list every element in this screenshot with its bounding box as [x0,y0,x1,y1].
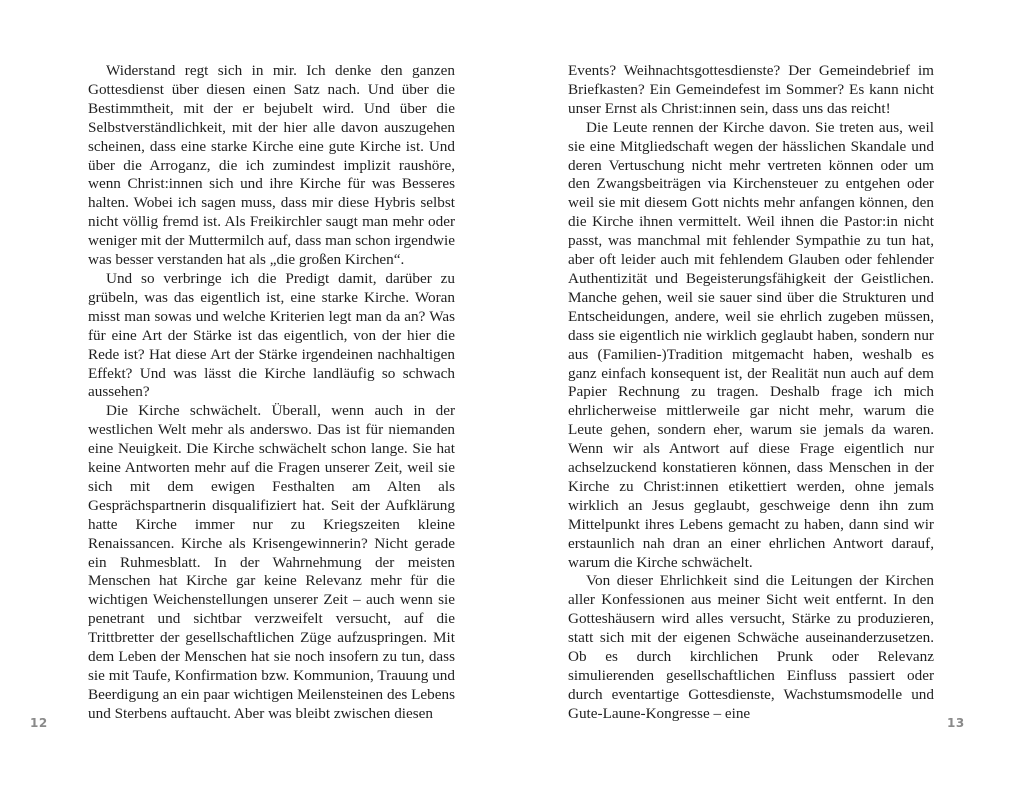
right-page-text [568,62,934,724]
paragraph: Die Kirche schwächelt. Überall, wenn auch in der westlichen Welt mehr als anderswo. Das ist für niemanden eine Neuigkeit. Die Kirche schwächelt schon lange. Sie hat keine Antworten mehr auf die Fragen unserer Zeit, weil sie sich mit dem ewigen Festhalten am Alten als Gesprächspartnerin disqualifiziert hat. Seit der Aufklärung hatte Kirche immer nur zu Kriegszeiten kleine Renaissancen. Kirche als Krisengewinnerin? Nicht gerade ein Ruhmesblatt. In der Wahrnehmung der meisten Menschen hat Kirche gar keine Relevanz mehr für die wichtigen Weichenstellungen unserer Zeit – auch wenn sie penetrant und sichtbar verzweifelt versucht, auf die Trittbretter der gesellschaftlichen Züge aufzuspringen. Mit dem Leben der Menschen hat sie noch insofern zu tun, dass sie mit Taufe, Konfirmation bzw. Kommunion, Trauung und Beerdigung an ein paar wichtigen Meilensteinen des Lebens und Sterbens auftaucht. Aber was bleibt zwischen diesen [88,402,455,722]
paragraph: Widerstand regt sich in mir. Ich denke den ganzen Gottesdienst über diesen einen Satz nach. Und über die Bestimmtheit, mit der er bejubelt wird. Und über die Selbstverständlichkeit, mit der hier alle davon auszugehen scheinen, dass eine starke Kirche eine gute Kirche ist. Und über die Arroganz, die ich zumindest implizit raushöre, wenn Christ:innen sich und ihre Kirche für was Besseres halten. Wobei ich sagen muss, dass mir diese Hybris selbst nicht völlig fremd ist. Als Freikirchler saugt man mehr oder weniger mit der Muttermilch auf, dass man schon irgendwie was besser verstanden hat als „die großen Kirchen“. [88,62,455,269]
page-number-left: 12 [30,716,48,730]
paragraph: Und so verbringe ich die Predigt damit, darüber zu grübeln, was das eigentlich ist, eine starke Kirche. Woran misst man sowas und welche Kriterien legt man da an? Was für eine Art der Stärke ist das eigentlich, von der hier die Rede ist? Hat diese Art der Stärke irgendeinen nachhaltigen Effekt? Und was lässt die Kirche landläufig so schwach aussehen? [88,269,455,401]
paragraph-continuation: Events? Weihnachtsgottesdienste? Der Gemeindebrief im Briefkasten? Ein Gemeindefest im Sommer? Es kann nicht unser Ernst als Christ:innen sein, dass uns das reicht! [568,62,934,117]
paragraph: Von dieser Ehrlichkeit sind die Leitungen der Kirchen aller Konfessionen aus meiner Sicht weit entfernt. In den Gotteshäusern wird alles versucht, Stärke zu produzieren, statt sich mit der eigenen Schwäche auseinanderzusetzen. Ob es durch kirchlichen Prunk oder Relevanz simulierenden gesellschaftlichen Einfluss passiert oder durch eventartige Gottesdienste, Wachstumsmodelle und Gute-Laune-Kongresse – eine [568,572,934,722]
left-page-text [88,62,455,724]
page-number-right: 13 [947,716,965,730]
right-page [510,0,1020,812]
paragraph: Die Leute rennen der Kirche davon. Sie treten aus, weil sie eine Mitgliedschaft wegen der hässlichen Skandale und deren Vertuschung nicht mehr vertreten können oder um den Zwangsbeiträgen via Kirchensteuer zu entgehen oder weil sie mit diesem Gott nichts mehr anfangen können, den die Kirche ihnen vermittelt. Weil ihnen die Pastor:in nicht passt, was manchmal mit fehlender Sympathie zu tun hat, aber oft leider auch mit fehlendem Glauben oder fehlender Authentizität und Begeisterungsfähigkeit der Geistlichen. Manche gehen, weil sie sauer sind über die Strukturen und Entscheidungen, andere, weil sie ehrlich zugeben müssen, dass sie eigentlich nie wirklich geglaubt haben, sondern nur aus (Familien-)Tradition mitgemacht haben, weshalb es ganz einfach konsequent ist, der Realität nun auch auf dem Papier Rechnung zu tragen. Deshalb frage ich mich ehrlicherweise mittlerweile gar nicht mehr, warum die Leute gehen, sondern eher, warum sie jemals da waren. Wenn wir als Antwort auf diese Frage eigentlich nur achselzuckend konstatieren können, dass Menschen in der Kirche zu Christ:innen etikettiert werden, ohne jemals wirklich an Jesus geglaubt, geschweige denn ihn zum Mittelpunkt ihres Lebens gemacht zu haben, dann sind wir erstaunlich nah dran an einer ehrlichen Antwort darauf, warum die Kirche schwächelt. [568,118,934,571]
